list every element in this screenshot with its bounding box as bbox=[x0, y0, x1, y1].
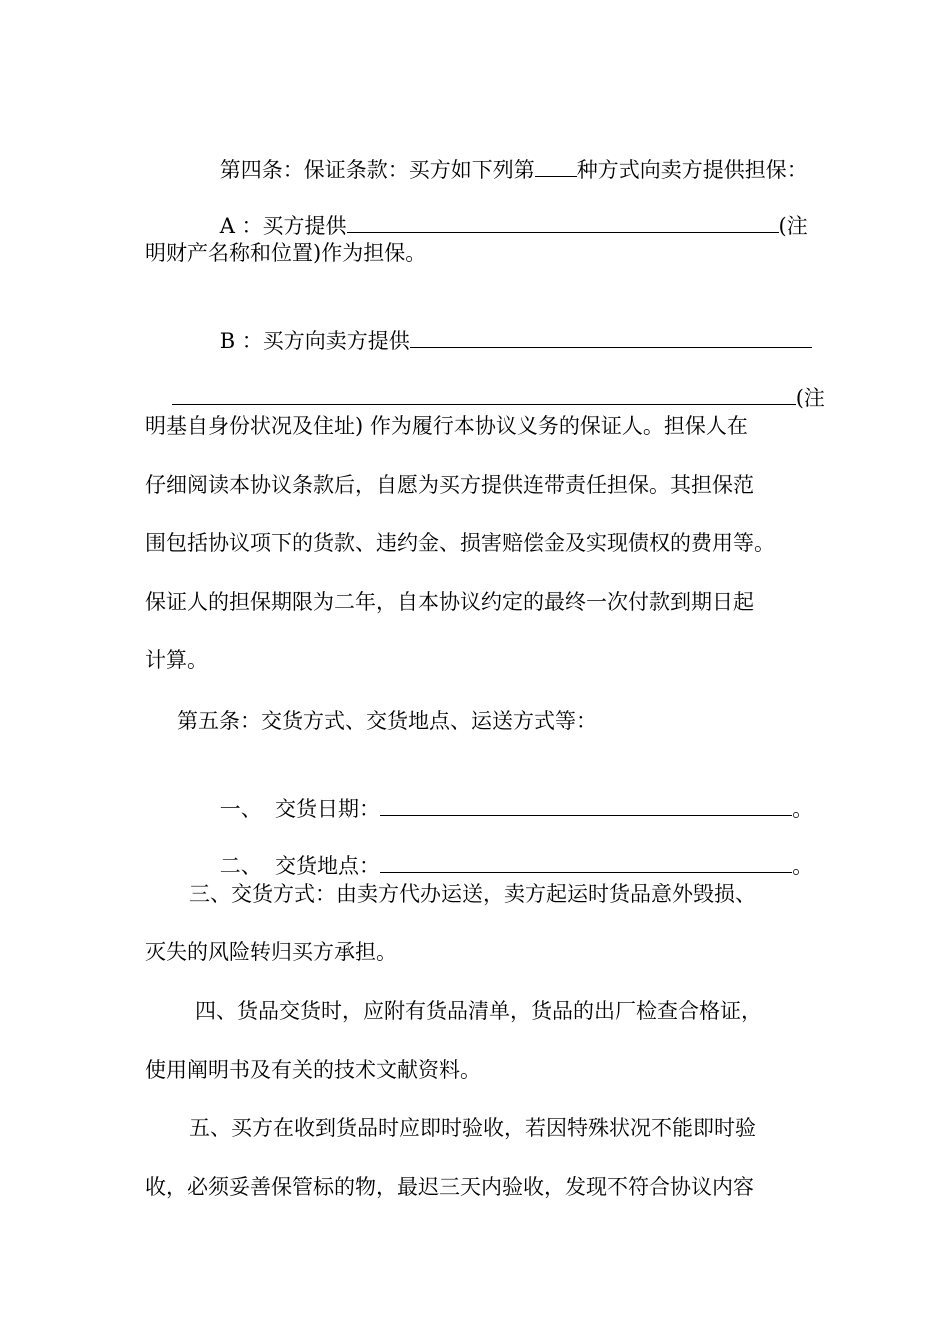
option-b-blank-1 bbox=[410, 327, 812, 348]
article4-heading: 第四条：保证条款：买方如下列第 bbox=[219, 158, 535, 182]
option-a-suffix: (注 bbox=[778, 214, 808, 238]
item3-line-2: 灭失的风险转归买方承担。 bbox=[145, 940, 397, 964]
option-b-cont-5: 计算。 bbox=[145, 648, 208, 672]
option-b-prefix: B ：买方向卖方提供 bbox=[219, 329, 410, 353]
article5-heading: 第五条：交货方式、交货地点、运送方式等： bbox=[177, 709, 597, 733]
delivery-date-end: 。 bbox=[792, 797, 814, 821]
option-b-cont-3: 围包括协议项下的货款、违约金、损害赔偿金及实现债权的费用等。 bbox=[145, 531, 775, 555]
item4-line-2: 使用阐明书及有关的技术文献资料。 bbox=[145, 1058, 481, 1082]
option-b-cont-2: 仔细阅读本协议条款后，自愿为买方提供连带责任担保。其担保范 bbox=[145, 473, 754, 497]
option-a-prefix: A ：买方提供 bbox=[219, 214, 347, 238]
delivery-date-blank bbox=[380, 795, 792, 816]
item5-line-2: 收，必须妥善保管标的物，最迟三天内验收，发现不符合协议内容 bbox=[145, 1175, 754, 1199]
item5-line-1: 五、买方在收到货品时应即时验收，若因特殊状况不能即时验 bbox=[189, 1116, 756, 1140]
delivery-place-blank bbox=[380, 852, 792, 873]
choice-blank bbox=[535, 156, 577, 177]
delivery-date-label: 一、 交货日期： bbox=[219, 797, 381, 821]
option-b-cont-4: 保证人的担保期限为二年，自本协议约定的最终一次付款到期日起 bbox=[145, 590, 754, 614]
option-b-cont-1: 明基自身份状况及住址) 作为履行本协议义务的保证人。担保人在 bbox=[145, 414, 748, 438]
item4-line-1: 四、货品交货时，应附有货品清单，货品的出厂检查合格证， bbox=[195, 999, 762, 1023]
delivery-place-end: 。 bbox=[792, 854, 814, 878]
delivery-place-label: 二、 交货地点： bbox=[219, 854, 381, 878]
option-b-suffix: (注 bbox=[795, 386, 825, 410]
option-b-blank-2 bbox=[172, 384, 796, 405]
option-a-continuation: 明财产名称和位置)作为担保。 bbox=[145, 241, 427, 265]
option-a-blank bbox=[347, 212, 779, 233]
item3-line-1: 三、交货方式：由卖方代办运送，卖方起运时货品意外毁损、 bbox=[189, 882, 756, 906]
article4-heading-tail: 种方式向卖方提供担保： bbox=[576, 158, 808, 182]
